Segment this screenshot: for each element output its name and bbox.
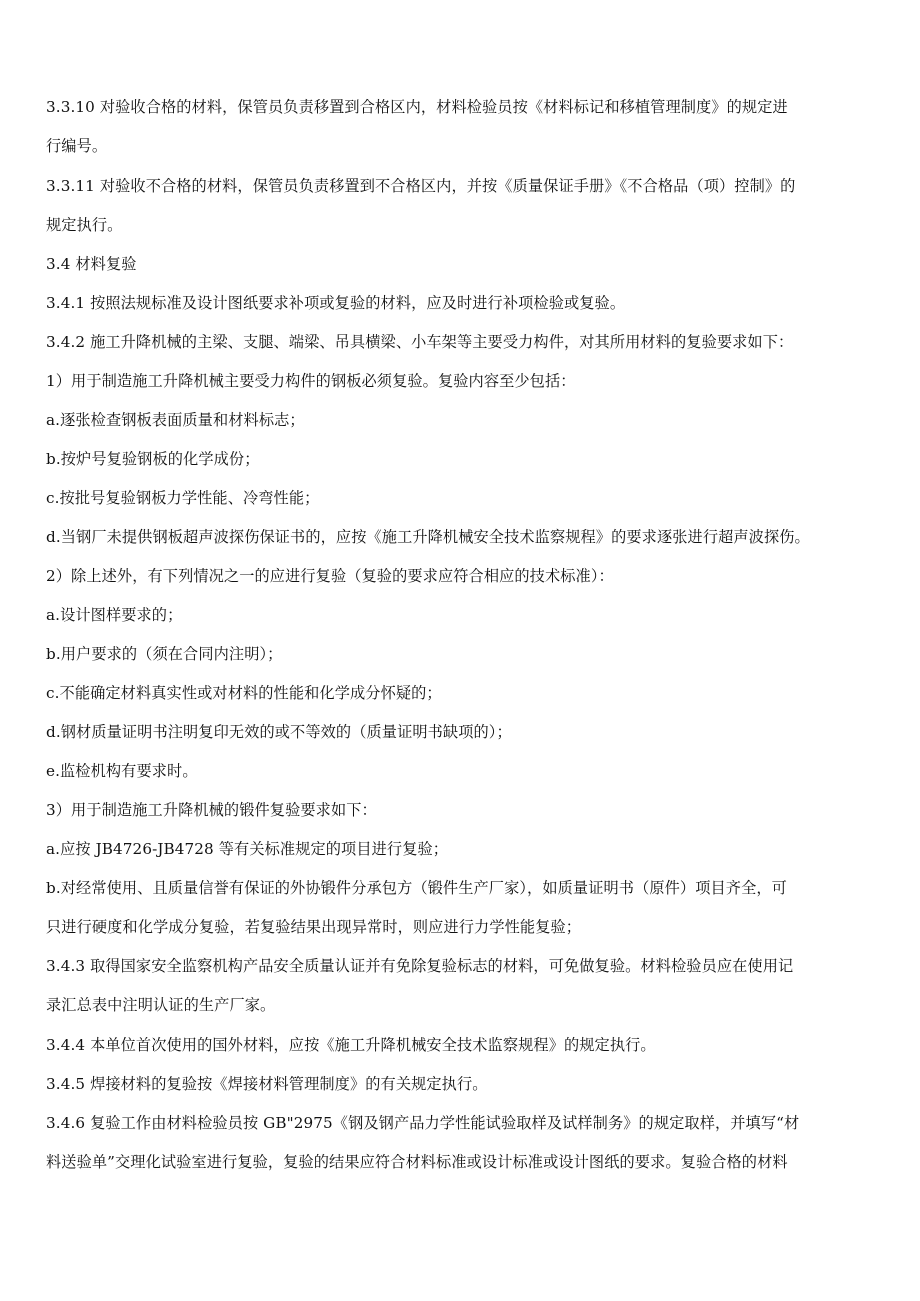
text-line: a.应按 JB4726-JB4728 等有关标准规定的项目进行复验； [46, 840, 449, 858]
text-line: e.监检机构有要求时。 [46, 762, 198, 780]
text-line: 3.3.10 对验收合格的材料，保管员负责移置到合格区内，材料检验员按《材料标记和移植管理制度》的规定进 [46, 98, 788, 116]
text-line: b.对经常使用、且质量信誉有保证的外协锻件分承包方（锻件生产厂家），如质量证明书（原件）项目齐全，可 [46, 879, 787, 897]
text-line: 3.4.4 本单位首次使用的国外材料，应按《施工升降机械安全技术监察规程》的规定执行。 [46, 1036, 656, 1054]
text-line: 3）用于制造施工升降机械的锻件复验要求如下： [46, 801, 377, 819]
text-line: 3.4.2 施工升降机械的主梁、支腿、端梁、吊具横梁、小车架等主要受力构件，对其所用材料的复验要求如下： [46, 333, 794, 351]
text-line: d.钢材质量证明书注明复印无效的或不等效的（质量证明书缺项的）； [46, 723, 512, 741]
text-line: c.不能确定材料真实性或对材料的性能和化学成分怀疑的； [46, 684, 442, 702]
text-line: 只进行硬度和化学成分复验，若复验结果出现异常时，则应进行力学性能复验； [46, 918, 582, 936]
text-line: d.当钢厂未提供钢板超声波探伤保证书的，应按《施工升降机械安全技术监察规程》的要求逐张进行超声波探伤。 [46, 528, 810, 546]
text-line: 2）除上述外，有下列情况之一的应进行复验（复验的要求应符合相应的技术标准）： [46, 567, 614, 585]
text-line: a.逐张检查钢板表面质量和材料标志； [46, 411, 305, 429]
text-line: c.按批号复验钢板力学性能、冷弯性能； [46, 489, 320, 507]
text-line: 1）用于制造施工升降机械主要受力构件的钢板必须复验。复验内容至少包括： [46, 372, 576, 390]
text-line: b.按炉号复验钢板的化学成份； [46, 450, 260, 468]
text-line: 3.4.3 取得国家安全监察机构产品安全质量认证并有免除复验标志的材料，可免做复验。材料检验员应在使用记 [46, 957, 794, 975]
text-line: 3.4.5 焊接材料的复验按《焊接材料管理制度》的有关规定执行。 [46, 1075, 488, 1093]
text-line: 3.4.1 按照法规标准及设计图纸要求补项或复验的材料，应及时进行补项检验或复验。 [46, 294, 626, 312]
text-line: b.用户要求的（须在合同内注明）； [46, 645, 283, 663]
text-line: 3.4.6 复验工作由材料检验员按 GB"2975《钢及钢产品力学性能试验取样及试样制务》的规定取样，并填写“材 [46, 1114, 800, 1132]
text-line: 3.3.11 对验收不合格的材料，保管员负责移置到不合格区内，并按《质量保证手册》《不合格品（项）控制》的 [46, 177, 796, 195]
text-line: a.设计图样要求的； [46, 606, 183, 624]
text-line: 规定执行。 [46, 216, 123, 234]
text-line: 料送验单”交理化试验室进行复验，复验的结果应符合材料标准或设计标准或设计图纸的要求。复验合格的材料 [46, 1153, 788, 1171]
text-line: 录汇总表中注明认证的生产厂家。 [46, 996, 276, 1014]
section-heading: 3.4 材料复验 [46, 255, 137, 273]
text-line: 行编号。 [46, 137, 108, 155]
